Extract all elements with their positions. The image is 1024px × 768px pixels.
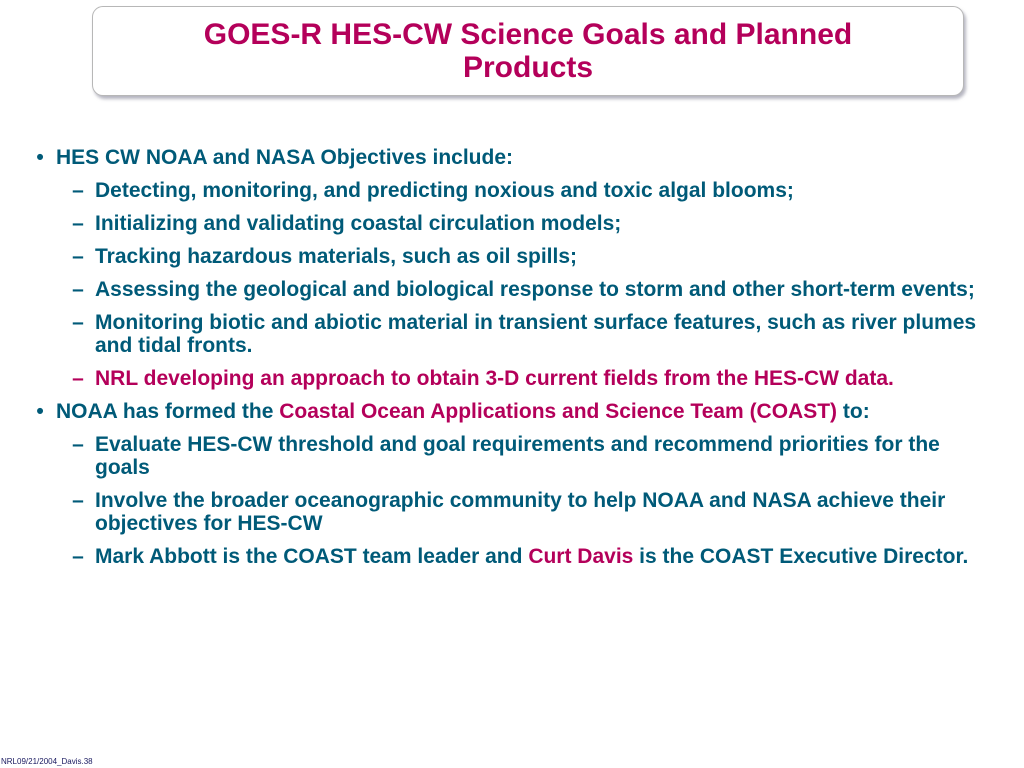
bullet-text-post: to: <box>837 400 870 423</box>
slide-body <box>30 146 990 578</box>
sub-bullet-marker: – <box>72 545 84 568</box>
sub-bullet-text: NRL developing an approach to obtain 3-D current fields from the HES-CW data. <box>95 367 894 390</box>
sub-bullet-coast-leadership <box>30 545 990 568</box>
sub-bullet-involve-community <box>30 489 990 535</box>
sub-bullet-text: Tracking hazardous materials, such as oil spills; <box>95 245 578 268</box>
sub-bullet-marker: – <box>72 489 84 512</box>
sub-bullet-marker: – <box>72 278 84 301</box>
sub-bullet-text: Assessing the geological and biological response to storm and other short-term events; <box>95 278 975 301</box>
sub-bullet-marker: – <box>72 367 84 390</box>
sub-bullet-storm-response <box>30 278 990 301</box>
slide-title: GOES-R HES-CW Science Goals and Planned Products <box>203 18 853 84</box>
sub-bullet-marker: – <box>72 433 84 456</box>
sub-bullet-algal-blooms <box>30 179 990 202</box>
sub-bullet-hazardous-materials <box>30 245 990 268</box>
sub-bullet-text: Monitoring biotic and abiotic material in transient surface features, such as river plumes and tidal fronts. <box>95 311 977 357</box>
bullet-coast <box>30 400 990 423</box>
bullet-text-pre: NOAA has formed the <box>56 400 280 423</box>
bullet-marker: • <box>36 146 44 169</box>
bullet-text: HES CW NOAA and NASA Objectives include: <box>56 146 514 169</box>
bullet-objectives <box>30 146 990 169</box>
sub-bullet-text: Initializing and validating coastal circulation models; <box>95 212 622 235</box>
sub-bullet-circulation-models <box>30 212 990 235</box>
curt-davis-name: Curt Davis <box>528 545 634 568</box>
sub-bullet-text: Involve the broader oceanographic community to help NOAA and NASA achieve their objectives for HES-CW <box>95 489 946 535</box>
sub-bullet-nrl-current-fields <box>30 367 990 390</box>
sub-bullet-text: Evaluate HES-CW threshold and goal requirements and recommend priorities for the goals <box>95 433 940 479</box>
title-box <box>92 6 964 96</box>
coast-team-name: Coastal Ocean Applications and Science Team (COAST) <box>279 400 838 423</box>
sub-bullet-text: Detecting, monitoring, and predicting noxious and toxic algal blooms; <box>95 179 794 202</box>
sub-bullet-marker: – <box>72 212 84 235</box>
slide-footer: NRL09/21/2004_Davis.38 <box>1 757 93 766</box>
sub-bullet-text-post: is the COAST Executive Director. <box>633 545 969 568</box>
sub-bullet-text-pre: Mark Abbott is the COAST team leader and <box>95 545 529 568</box>
bullet-marker: • <box>36 400 44 423</box>
sub-bullet-marker: – <box>72 311 84 334</box>
sub-bullet-surface-features <box>30 311 990 357</box>
sub-bullet-marker: – <box>72 179 84 202</box>
sub-bullet-marker: – <box>72 245 84 268</box>
sub-bullet-evaluate-requirements <box>30 433 990 479</box>
